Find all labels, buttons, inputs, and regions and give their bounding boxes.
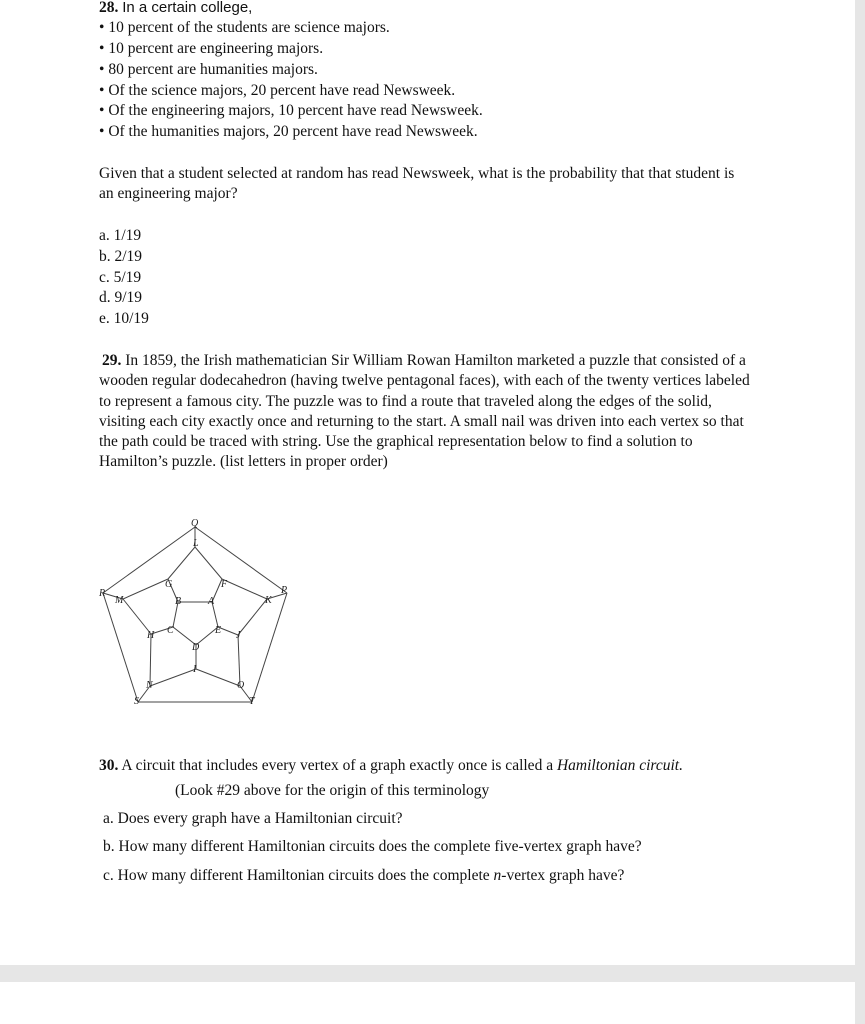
q28-bullet-2: • 10 percent are engineering majors. xyxy=(99,40,324,57)
q30-variable-n: n xyxy=(493,867,502,884)
vertex-label-q: Q xyxy=(191,518,199,529)
vertex-label-r: R xyxy=(99,588,106,599)
vertex-label-i: I xyxy=(193,664,197,675)
choice-b[interactable]: b. 2/19 xyxy=(99,247,143,265)
q30-heading xyxy=(99,756,683,776)
choice-d[interactable]: d. 9/19 xyxy=(99,289,143,307)
q30-item-a: a. Does every graph have a Hamiltonian circuit? xyxy=(103,810,403,827)
vertex-label-c: C xyxy=(167,625,174,636)
vertex-label-o: O xyxy=(237,680,245,691)
q30-item-b: b. How many different Hamiltonian circuits does the complete five-vertex graph have? xyxy=(103,838,642,855)
q30-item-c: c. How many different Hamiltonian circuits does the complete n-vertex graph have? xyxy=(103,867,625,884)
vertex-label-m: M xyxy=(115,595,124,606)
vertex-label-a: A xyxy=(208,596,215,607)
q30-text: A circuit that includes every vertex of a graph exactly once is called a xyxy=(121,757,554,774)
q28-choices xyxy=(99,226,149,330)
vertex-label-e: E xyxy=(215,625,222,636)
vertex-label-k: K xyxy=(265,595,272,606)
q28-bullet-6: • Of the humanities majors, 20 percent have read Newsweek. xyxy=(99,123,478,140)
vertex-label-g: G xyxy=(165,579,173,590)
q29-paragraph xyxy=(99,351,759,473)
q28-number: 28. xyxy=(99,0,119,16)
choice-e[interactable]: e. 10/19 xyxy=(99,310,149,328)
vertex-label-n: N xyxy=(146,680,153,691)
q30-number: 30. xyxy=(99,757,119,774)
q28-bullet-4: • Of the science majors, 20 percent have read Newsweek. xyxy=(99,82,456,99)
vertex-label-d: D xyxy=(192,642,200,653)
q28-bullet-5: • Of the engineering majors, 10 percent have read Newsweek. xyxy=(99,102,483,119)
q30-note: (Look #29 above for the origin of this terminology xyxy=(175,782,490,799)
q30-term: Hamiltonian circuit. xyxy=(556,757,683,774)
q28-bullet-1: • 10 percent of the students are science majors. xyxy=(99,19,390,36)
q28-heading xyxy=(99,0,252,18)
q29-text: In 1859, the Irish mathematician Sir William Rowan Hamilton marketed a puzzle that consisted of a wooden regular dodecahedron (having twelve pentagonal faces), with each of the twenty vertices labeled to represent a famous city. The puzzle was to find a route that traveled along the edges of the solid, visiting each city exactly once and returning to the start. A small nail was driven into each vertex so that the path could be traced with string. Use the graphical representation below to find a solution to Hamilton’s puzzle. (list letters in proper order) xyxy=(99,352,750,471)
vertex-label-h: H xyxy=(147,630,155,641)
q28-intro: In a certain college, xyxy=(122,0,253,16)
vertex-label-p: P xyxy=(281,585,288,596)
q28-bullet-3: • 80 percent are humanities majors. xyxy=(99,61,318,78)
vertex-label-l: L xyxy=(193,538,199,549)
vertex-label-s: S xyxy=(134,696,139,705)
vertex-label-j: J xyxy=(236,630,241,641)
dodecahedron-graph xyxy=(95,515,305,705)
choice-a[interactable]: a. 1/19 xyxy=(99,227,142,244)
q29-number: 29. xyxy=(102,352,122,369)
q28-question: Given that a student selected at random has read Newsweek, what is the probability that that student is an engineering major? xyxy=(99,165,735,203)
choice-c[interactable]: c. 5/19 xyxy=(99,268,142,286)
vertex-label-t: T xyxy=(249,696,255,705)
next-page xyxy=(0,982,855,1024)
vertex-label-f: F xyxy=(221,579,228,590)
vertex-label-b: B xyxy=(175,596,182,607)
